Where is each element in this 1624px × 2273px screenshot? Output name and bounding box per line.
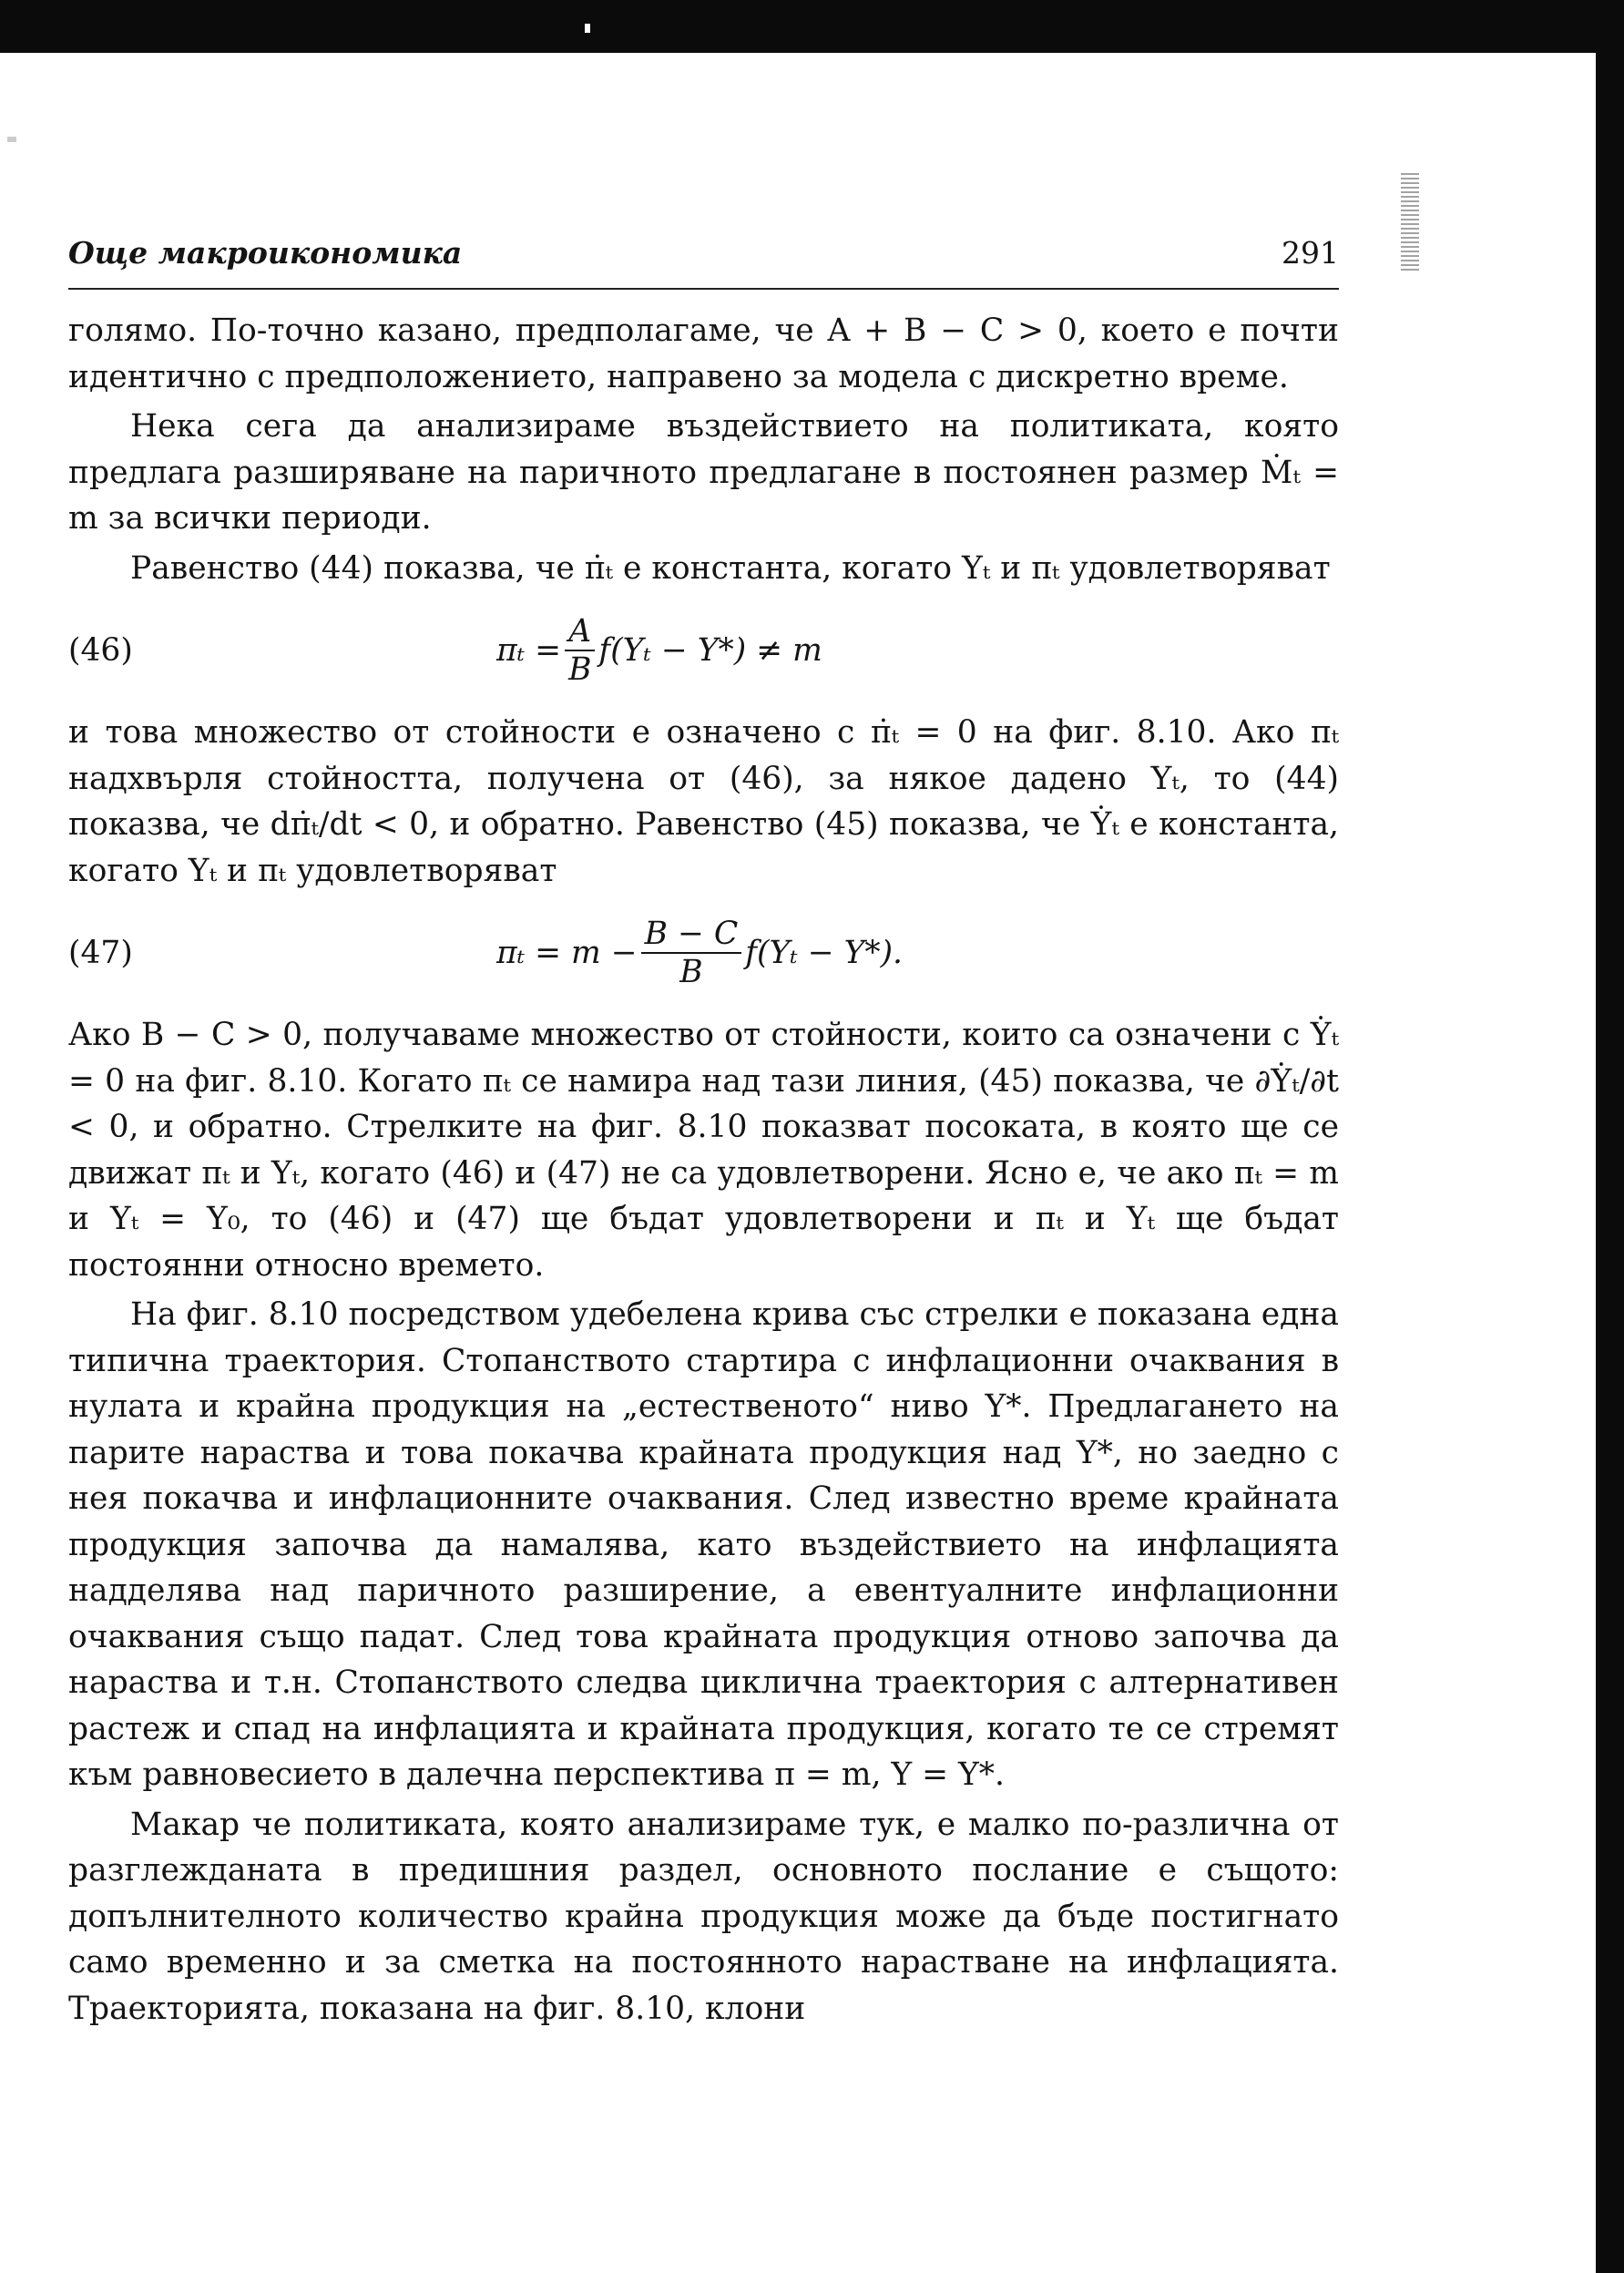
paragraph-7: Макар че политиката, която анализираме тук, е малко по-различна от разглежданата в предишния раздел, основното послание е същото: допълнителното количество крайна продукция може да бъде постигнато само временно и за сметка на постоянното нарастване на инфлацията. Траекторията, показана на фиг. 8.10, клони xyxy=(68,1806,1339,2027)
scan-right-border xyxy=(1596,0,1624,2273)
running-head-title: Още макроикономика xyxy=(68,235,463,271)
equation-47-rhs: f(Yₜ − Y*). xyxy=(745,934,904,971)
equation-46-denominator: B xyxy=(568,651,592,688)
equation-47-denominator: B xyxy=(679,954,703,990)
equation-47 xyxy=(68,894,1339,1012)
equation-46-lhs: πₜ = xyxy=(496,631,562,669)
equation-47-numerator: B − C xyxy=(641,916,742,954)
body-text xyxy=(68,308,1339,2032)
paragraph-2: Нека сега да анализираме въздействието на политиката, която предлага разширяване на паричното предлагане в постоянен размер Ṁₜ = m за всички периоди. xyxy=(68,408,1339,537)
running-head xyxy=(68,235,1339,282)
paragraph-4: и това множество от стойности е означено с π̇ₜ = 0 на фиг. 8.10. Ако πₜ надхвърля стойността, получена от (46), за някое дадено Yₜ, то (44) показва, че dπ̇ₜ/dt < 0, и обратно. Равенство (45) показва, че Ẏₜ е константа, когато Yₜ и πₜ удовлетворяват xyxy=(68,714,1339,889)
equation-46-numerator: A xyxy=(565,613,595,651)
book-page xyxy=(68,235,1339,2032)
scan-top-border xyxy=(0,0,1624,53)
equation-46-fraction xyxy=(565,613,595,688)
paragraph-3: Равенство (44) показва, че π̇ₜ е константа, когато Yₜ и πₜ удовлетворяват xyxy=(130,549,1331,587)
equation-47-lhs: πₜ = m − xyxy=(496,934,638,971)
header-rule xyxy=(68,288,1339,290)
paragraph-6: На фиг. 8.10 посредством удебелена крива със стрелки е показана една типична траектория. Стопанството стартира с инфлационни очаквания в нулата и крайна продукция на „естественото“ ниво Y*. Предлагането на парите нараства и това покачва крайната продукция над Y*, но заедно с нея покачва и инфлационните очаквания. След известно време крайната продукция започва да намалява, като въздействието на инфлацията надделява над паричното разширение, а евентуалните инфлационни очаквания също падат. След това крайната продукция отново започва да нараства и т.н. Стопанството следва циклична траектория с алтернативен растеж и спад на инфлацията и крайната продукция, когато те се стремят към равновесието в далечна перспектива π = m, Y = Y*. xyxy=(68,1296,1339,1793)
scan-mark xyxy=(585,24,590,33)
equation-46-label: (46) xyxy=(68,631,133,669)
page-number: 291 xyxy=(1282,235,1339,271)
scan-speck xyxy=(7,137,16,142)
equation-46-rhs: f(Yₜ − Y*) ≠ m xyxy=(598,631,822,669)
paragraph-5: Ако B − C > 0, получаваме множество от стойности, които са означени с Ẏₜ = 0 на фиг. 8.10. Когато πₜ се намира над тази линия, (45) показва, че ∂Ẏₜ/∂t < 0, и обратно. Стрелките на фиг. 8.10 показват посоката, в която ще се движат πₜ и Yₜ, когато (46) и (47) не са удовлетворени. Ясно е, че ако πₜ = m и Yₜ = Y₀, то (46) и (47) ще бъдат удовлетворени и πₜ и Yₜ ще бъдат постоянни относно времето. xyxy=(68,1017,1339,1284)
equation-46-math xyxy=(496,613,822,688)
equation-46 xyxy=(68,591,1339,710)
paragraph-1: голямо. По-точно казано, предполагаме, че A + B − C > 0, което е почти идентично с предположението, направено за модела с дискретно време. xyxy=(68,312,1339,395)
equation-47-math xyxy=(496,916,903,990)
equation-47-label: (47) xyxy=(68,934,133,971)
scan-speckle xyxy=(1401,173,1419,273)
equation-47-fraction xyxy=(641,916,742,990)
